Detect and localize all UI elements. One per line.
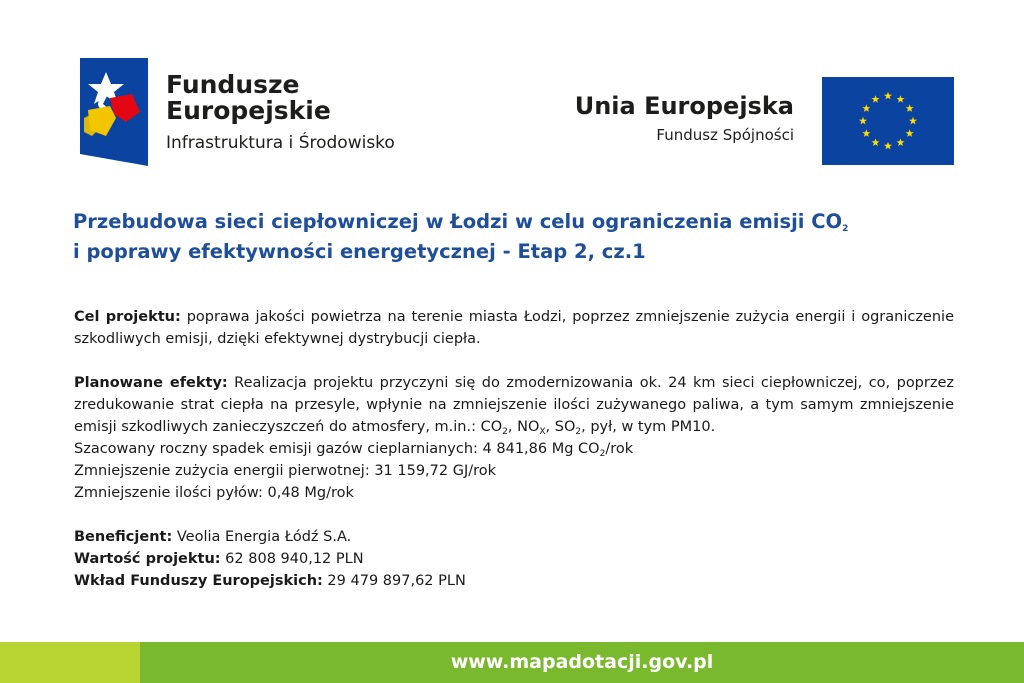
- fe-title-line2: Europejskie: [166, 96, 331, 125]
- wartosc-value: 62 808 940,12 PLN: [220, 551, 364, 567]
- efekty-text-c: , SO: [545, 419, 576, 435]
- efekty-co2-subscript: 2: [502, 427, 508, 437]
- fe-title-line1: Fundusze: [166, 70, 300, 99]
- wklad-label: Wkład Funduszy Europejskich:: [74, 573, 323, 589]
- project-description: [74, 306, 954, 592]
- ghg-co2-subscript: 2: [599, 449, 606, 459]
- footer-url-link[interactable]: www.mapadotacji.gov.pl: [450, 651, 714, 673]
- ghg-text: Szacowany roczny spadek emisji gazów cieplarnianych: 4 841,86 Mg CO: [74, 441, 600, 457]
- dust-reduction-line: Zmniejszenie ilości pyłów: 0,48 Mg/rok: [74, 485, 354, 501]
- cel-projektu-text: poprawa jakości powietrza na terenie miasta Łodzi, poprzez zmniejszenie zużycia energii i ograniczenie szkodliwych emisji, dzięki efektywnej dystrybucji ciepła.: [74, 309, 954, 347]
- wartosc-label: Wartość projektu:: [74, 551, 221, 567]
- eu-flag-icon: [822, 77, 954, 165]
- planowane-efekty-label: Planowane efekty:: [74, 375, 228, 391]
- headline-line-1: [73, 207, 953, 237]
- headline-co2-subscript: 2: [842, 224, 849, 234]
- efekty-text-d: , pył, w tym PM10.: [581, 419, 716, 435]
- energy-reduction-line: Zmniejszenie zużycia energii pierwotnej: 31 159,72 GJ/rok: [74, 463, 497, 479]
- efekty-text-b: , NO: [507, 419, 540, 435]
- efekty-nox-subscript: X: [539, 427, 546, 437]
- ghg-reduction-line: [74, 438, 954, 460]
- fe-subtitle: Infrastruktura i Środowisko: [166, 133, 395, 153]
- planowane-efekty-paragraph: [74, 372, 954, 438]
- beneficjent-line: [74, 526, 954, 548]
- efekty-so2-subscript: 2: [575, 427, 582, 437]
- wklad-line: [74, 570, 954, 592]
- unia-europejska-wordmark: [575, 92, 794, 144]
- fundusze-europejskie-wordmark: [166, 72, 395, 153]
- cel-projektu-label: Cel projektu:: [74, 309, 181, 325]
- beneficjent-value: Veolia Energia Łódź S.A.: [172, 529, 352, 545]
- ghg-unit: /rok: [605, 441, 634, 457]
- beneficjent-label: Beneficjent:: [74, 529, 173, 545]
- headline-line1-text: Przebudowa sieci ciepłowniczej w Łodzi w celu ograniczenia emisji CO: [73, 210, 843, 233]
- headline-line-2: i poprawy efektywności energetycznej - Etap 2, cz.1: [73, 240, 646, 263]
- wartosc-line: [74, 548, 954, 570]
- cel-projektu-paragraph: [74, 306, 954, 350]
- footer-bar: [0, 642, 1024, 683]
- ue-title: Unia Europejska: [574, 92, 794, 120]
- efekty-text-a: Realizacja projektu przyczyni się do zmodernizowania ok. 24 km sieci ciepłowniczej, co, poprzez zredukowanie strat ciepła na przesyle, wpłynie na zmniejszenie ilości zużywanego paliwa, a tym samym zmniejszenie emisji szkodliwych zanieczyszczeń do atmosfery, m.in.: CO: [74, 375, 954, 435]
- ue-subtitle: Fundusz Spójności: [656, 126, 794, 144]
- wklad-value: 29 479 897,62 PLN: [322, 573, 466, 589]
- fundusze-europejskie-logo-icon: [80, 58, 148, 166]
- project-headline: [73, 207, 953, 267]
